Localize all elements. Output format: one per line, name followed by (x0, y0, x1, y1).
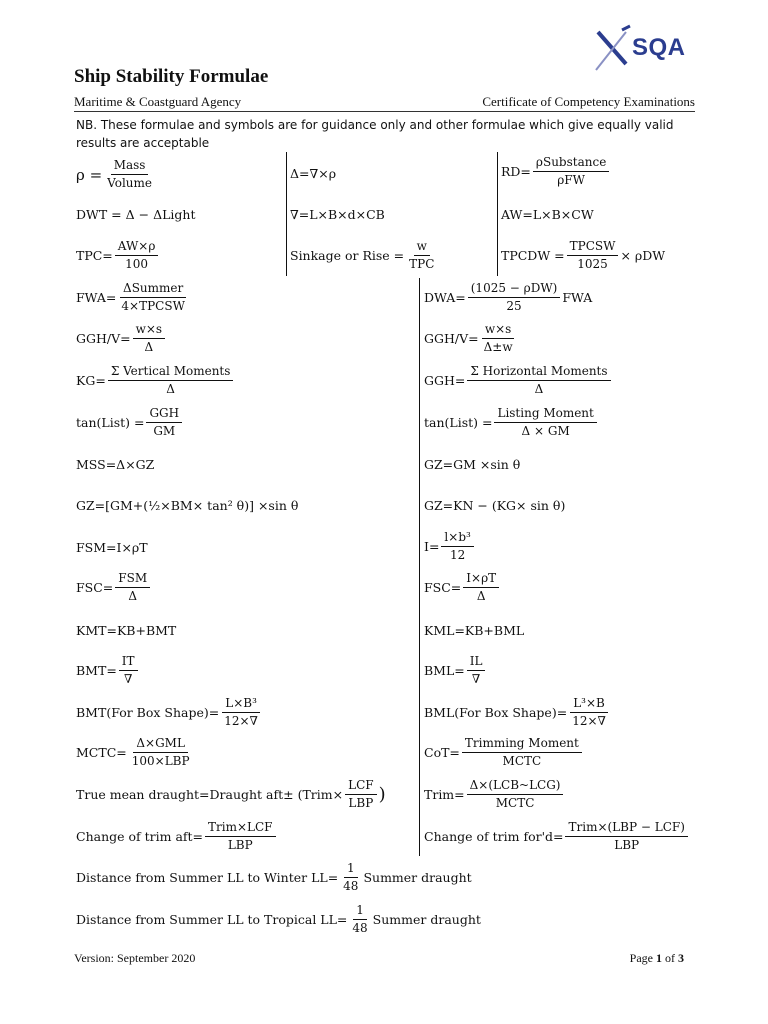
formula-tpc: TPC= $\frac{AW\times\rho}{100}$ (76, 239, 160, 272)
formula-kg: KG= $\frac{\text{Σ Vertical Moments}}{\Delta}$ (76, 364, 235, 397)
formula-waterplane-area: AW=L×B×CW (501, 207, 594, 222)
formula-mctc: MCTC= $\frac{\text{Δ×GML}}{\text{100×LBP}}$ (76, 736, 190, 768)
version-label: Version: September 2020 (74, 951, 196, 965)
formula-change-trim-ford: Change of trim for'd= $\frac{\text{Trim×(LBP − LCF)}}{\text{LBP}}$ (424, 820, 690, 853)
formula-fsc: FSC= $\frac{\text{FSM}}{\Delta}$ (76, 571, 152, 604)
formula-gz-wall-sided: GZ=[GM+(½×BM× tan² θ)] ×sin θ (76, 498, 299, 513)
column-divider-main (419, 278, 420, 856)
formula-tpc-dock-water: TPCDW = $\frac{\text{TPCSW}}{1025}$ × ρDW (501, 239, 666, 271)
logo-text: SQA (632, 34, 686, 61)
formula-mss: MSS=Δ×GZ (76, 457, 155, 472)
guidance-note: NB. These formulae and symbols are for guidance only and other formulae which give equally valid results are acceptable (76, 118, 674, 150)
sqa-cross-icon (592, 24, 632, 74)
exam-name: Certificate of Competency Examinations (482, 94, 695, 109)
page-title: Ship Stability Formulae (74, 66, 269, 87)
formula-kmt: KMT=KB+BMT (76, 623, 177, 638)
agency-name: Maritime & Coastguard Agency (74, 94, 242, 109)
formula-true-mean-draught: True mean draught=Draught aft± (Trim× $\frac{\text{LCF}}{\text{LBP}}$ ) (76, 778, 386, 810)
formula-bmt: BMT= $\frac{IT}{\nabla}$ (76, 654, 140, 687)
formula-tan-list-moment: tan(List) = $\frac{\text{Listing Moment}}{\Delta \times GM}$ (424, 406, 599, 439)
formula-relative-density: RD= $\frac{\text{ρSubstance}}{\text{ρFW}}$ (501, 155, 611, 188)
formula-dwa: DWA= $\frac{\text{(1025 − ρDW)}}{25}$ FWA (424, 281, 593, 313)
formula-ggh: GGH= $\frac{\text{Σ Horizontal Moments}}{\Delta}$ (424, 364, 613, 397)
formula-winter-ll: Distance from Summer LL to Winter LL= $\frac{1}{48}$ Summer draught (76, 861, 472, 893)
column-divider-2 (497, 152, 498, 276)
formula-sinkage: Sinkage or Rise = $\frac{w}{\text{TPC}}$ (290, 239, 435, 271)
formula-change-trim-aft: Change of trim aft= $\frac{\text{Trim×LCF}}{\text{LBP}}$ (76, 820, 278, 853)
formula-bmt-box: BMT(For Box Shape)= $\frac{\text{L×B³}}{12\times\nabla}$ (76, 696, 258, 728)
header-divider (74, 111, 695, 112)
formula-kml: KML=KB+BML (424, 623, 525, 638)
formula-density: ρ = $\frac{\text{Mass}}{\text{Volume}}$ (76, 158, 152, 190)
formula-volume: ∇=L×B×d×CB (290, 207, 385, 222)
formula-change-of-trim: CoT= $\frac{\text{Trimming Moment}}{\text{MCTC}}$ (424, 736, 584, 769)
formula-gz-small-angle: GZ=GM ×sin θ (424, 457, 521, 472)
sqa-logo (592, 24, 704, 76)
formula-gg-hv-weight: GGH/V= $\frac{w\times s}{\Delta\pm w}$ (424, 322, 513, 354)
formula-second-moment: I= $\frac{\text{l×b³}}{12}$ (424, 530, 476, 563)
formula-tropical-ll: Distance from Summer LL to Tropical LL= $\frac{1}{48}$ Summer draught (76, 903, 481, 935)
formula-fwa: FWA= $\frac{\text{ΔSummer}}{\text{4×TPCSW}}$ (76, 281, 185, 313)
formula-tan-list: tan(List) = $\frac{\text{GGH}}{GM}$ (76, 406, 184, 439)
formula-gz-kn: GZ=KN − (KG× sin θ) (424, 498, 566, 513)
formula-bml: BML= $\frac{IL}{\nabla}$ (424, 654, 487, 687)
formula-fsm: FSM=I×ρT (76, 540, 148, 555)
formula-bml-box: BML(For Box Shape)= $\frac{\text{L³×B}}{12\times\nabla}$ (424, 696, 606, 728)
page-number: Page 1 of 3 (629, 951, 684, 965)
formula-trim: Trim= $\frac{\text{Δ×(LCB\textasciitilde{}LCG)}}{\text{MCTC}}$ (424, 778, 565, 811)
column-divider-1 (286, 152, 287, 276)
formula-fsc-density: FSC= $\frac{I\times\rho T}{\Delta}$ (424, 571, 501, 604)
formula-dwt: DWT = Δ − ΔLight (76, 207, 196, 222)
formula-gg-hv: GGH/V= $\frac{w\times s}{\Delta}$ (76, 322, 167, 355)
formula-displacement: Δ=∇×ρ (290, 166, 337, 181)
